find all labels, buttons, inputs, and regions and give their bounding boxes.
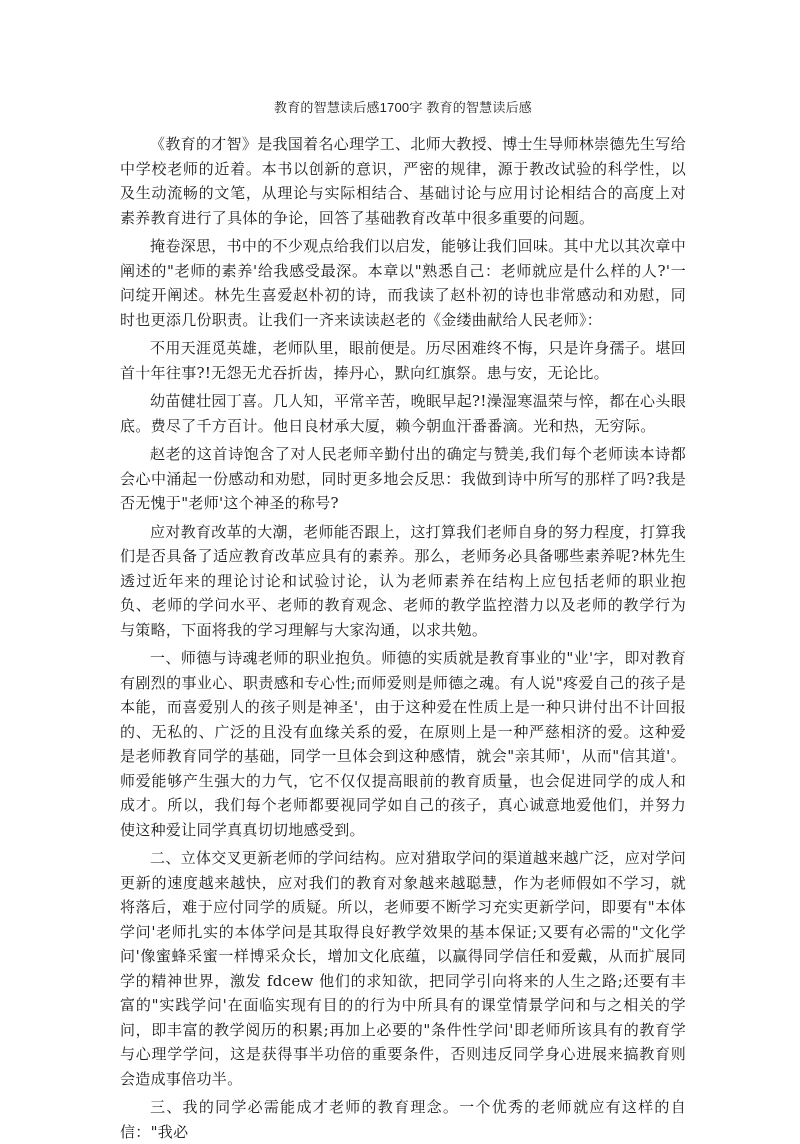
paragraph-6: 应对教育改革的大潮，老师能否跟上，这打算我们老师自身的努力程度，打算我们是否具备了适应教育改革应具有的素养。那么，老师务必具备哪些素养呢?林先生透过近年来的理论讨论和试验讨论，认为老师素养在结构上应包括老师的职业抱负、老师的学问水平、老师的教育观念、老师的教学监控潜力以及老师的教学行为与策略，下面将我的学习理解与大家沟通，以求共勉。 [120,522,686,639]
paragraph-2: 掩卷深思，书中的不少观点给我们以启发，能够让我们回味。其中尤以其次章中阐述的"老师的素养'给我感受最深。本章以"熟悉自己：老师就应是什么样的人?'一问绽开阐述。林先生喜爱赵朴初的诗，而我读了赵朴初的诗也非常感动和劝慰，同时也更添几份职责。让我们一齐来读读赵老的《金缕曲献给人民老师》： [120,237,686,329]
paragraph-1: 《教育的才智》是我国着名心理学工、北师大教授、博士生导师林崇德先生写给中学校老师的近着。本书以创新的意识，严密的规律，源于教改试验的科学性，以及生动流畅的文笔，从理论与实际相结合、基础讨论与应用讨论相结合的高度上对素养教育进行了具体的争论，回答了基础教育改革中很多重要的问题。 [120,135,686,227]
paragraph-3: 不用天涯觅英雄，老师队里，眼前便是。历尽困难终不悔，只是许身孺子。堪回首十年往事?!无怨无尤吞折齿，捧丹心，默向红旗祭。患与安，无论比。 [120,339,686,382]
document-body [120,132,686,1144]
paragraph-8: 二、立体交叉更新老师的学问结构。应对猎取学问的渠道越来越广泛，应对学问更新的速度越来越快，应对我们的教育对象越来越聪慧，作为老师假如不学习，就将落后，难于应付同学的质疑。所以，老师要不断学习充实更新学问，即要有"本体学问'老师扎实的本体学问是其取得良好教学效果的基本保证;又要有必需的"文化学问'像蜜蜂采蜜一样博采众长，增加文化底蕴，以赢得同学信任和爱戴，从而扩展同学的精神世界，激发 fdcew 他们的求知欲，把同学引向将来的人生之路;还要有丰富的"实践学问'在面临实现有目的的行为中所具有的课堂情景学问和与之相关的学问，即丰富的教学阅历的积累;再加上必要的"条件性学问'即老师所该具有的教育学与心理学学问，这是获得事半功倍的重要条件，否则违反同学身心进展来搞教育则会造成事倍功半。 [120,849,686,1088]
document-title: 教育的智慧读后感1700字 教育的智慧读后感 [274,100,532,115]
paragraph-7: 一、师德与诗魂老师的职业抱负。师德的实质就是教育事业的"业'字，即对教育有剧烈的事业心、职责感和专心性;而师爱则是师德之魂。有人说"疼爱自己的孩子是本能，而喜爱别人的孩子则是神圣'，由于这种爱在性质上是一种只讲付出不计回报的、无私的、广泛的且没有血缘关系的爱，在原则上是一种严慈相济的爱。这种爱是老师教育同学的基础，同学一旦体会到这种感情，就会"亲其师'，从而"信其道'。师爱能够产生强大的力气，它不仅仅提高眼前的教育质量，也会促进同学的成人和成才。所以，我们每个老师都要视同学如自己的孩子，真心诚意地爱他们，并努力使这种爱让同学真真切切地感受到。 [120,649,686,839]
paragraph-5: 赵老的这首诗饱含了对人民老师辛勤付出的确定与赞美,我们每个老师读本诗都会心中涌起一份感动和劝慰，同时更多地会反思：我做到诗中所写的那样了吗?我是否无愧于"老师'这个神圣的称号? [120,445,686,512]
paragraph-4: 幼苗健壮园丁喜。几人知，平常辛苦，晚眠早起?!澡湿寒温荣与悴，都在心头眼底。费尽了千方百计。他日良材承大厦，赖今朝血汗番番滴。光和热，无穷际。 [120,392,686,435]
paragraph-9: 三、我的同学必需能成才老师的教育理念。一个优秀的老师就应有这样的自信："我必 [120,1098,686,1141]
